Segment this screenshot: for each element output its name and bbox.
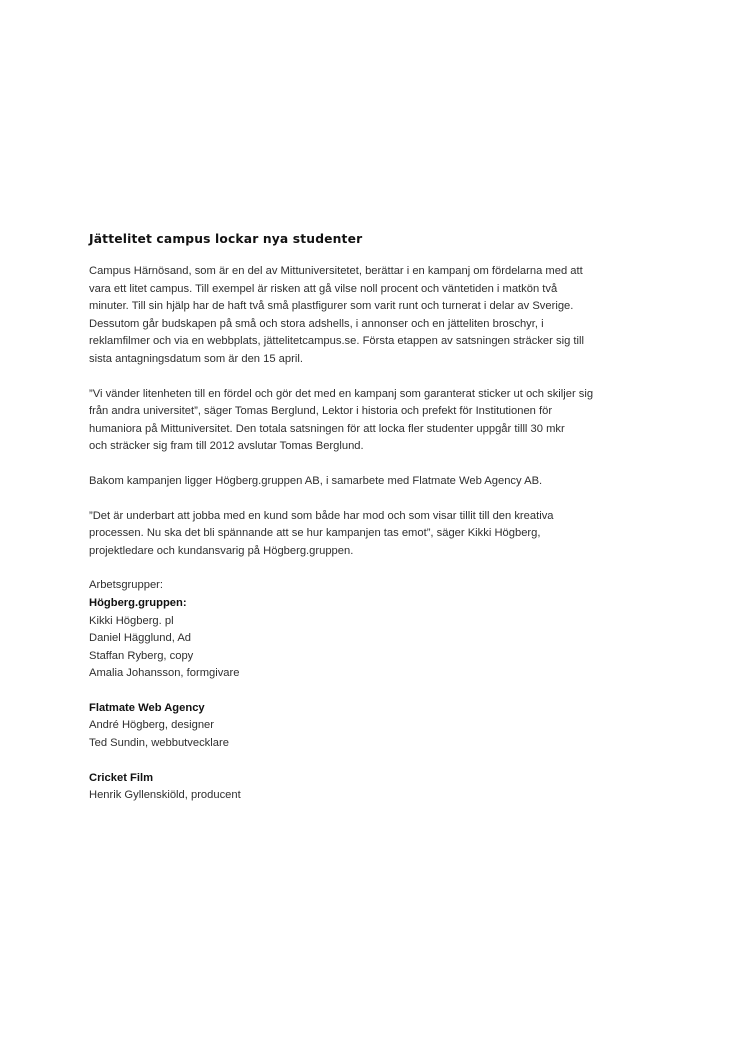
text-line: sista antagningsdatum som är den 15 april. bbox=[89, 352, 303, 365]
paragraph-quote-hogberg bbox=[89, 508, 674, 561]
paragraph-intro bbox=[89, 263, 674, 369]
text-line: humaniora på Mittuniversitet. Den totala satsningen för att locka fler studenter uppgår tilll 30 mkr bbox=[89, 422, 565, 435]
group-member: Henrik Gyllenskiöld, producent bbox=[89, 789, 241, 802]
article-headline: Jättelitet campus lockar nya studenter bbox=[89, 232, 363, 246]
paragraph-quote-berglund bbox=[89, 386, 674, 456]
group-member: Ted Sundin, webbutvecklare bbox=[89, 737, 229, 750]
credits-group-flatmate bbox=[89, 700, 674, 753]
text-line: och sträcker sig fram till 2012 avslutar Tomas Berglund. bbox=[89, 440, 364, 453]
credits-group-cricket bbox=[89, 770, 674, 805]
text-line: ”Vi vänder litenheten till en fördel och gör det med en kampanj som garanterat sticker ut och skiljer sig bbox=[89, 387, 594, 400]
group-title: Cricket Film bbox=[89, 771, 154, 784]
text-line: från andra universitet”, säger Tomas Berglund, Lektor i historia och prefekt för Institutionen för bbox=[89, 405, 553, 418]
paragraph-agencies bbox=[89, 473, 674, 491]
credits-group-hogberg bbox=[89, 577, 674, 683]
text-line: minuter. Till sin hjälp har de haft två små plastfigurer som varit runt och turnerat i delar av Sverige. bbox=[89, 300, 574, 313]
group-title: Högberg.gruppen: bbox=[89, 596, 187, 609]
group-member: Staffan Ryberg, copy bbox=[89, 649, 194, 662]
text-line: Dessutom går budskapen på små och stora adshells, i annonser och en jätteliten broschyr, i bbox=[89, 317, 544, 330]
group-title: Flatmate Web Agency bbox=[89, 701, 205, 714]
group-member: Kikki Högberg. pl bbox=[89, 614, 174, 627]
group-member: Amalia Johansson, formgivare bbox=[89, 667, 240, 680]
text-line: projektledare och kundansvarig på Högberg.gruppen. bbox=[89, 544, 354, 557]
text-line: Bakom kampanjen ligger Högberg.gruppen AB, i samarbete med Flatmate Web Agency AB. bbox=[89, 474, 543, 487]
text-line: ”Det är underbart att jobba med en kund som både har mod och som visar tillit till den kreativa bbox=[89, 509, 554, 522]
text-line: vara ett litet campus. Till exempel är risken att gå vilse noll procent och väntetiden i matkön två bbox=[89, 282, 558, 295]
group-member: André Högberg, designer bbox=[89, 719, 215, 732]
text-line: Campus Härnösand, som är en del av Mittuniversitetet, berättar i en kampanj om fördelarna med att bbox=[89, 265, 583, 277]
article-body bbox=[89, 231, 674, 822]
text-line: processen. Nu ska det bli spännande att se hur kampanjen tas emot”, säger Kikki Högberg, bbox=[89, 527, 541, 540]
credits-label: Arbetsgrupper: bbox=[89, 579, 164, 592]
group-member: Daniel Hägglund, Ad bbox=[89, 632, 192, 645]
text-line: reklamfilmer och via en webbplats, jättelitetcampus.se. Första etappen av satsningen sträcker sig till bbox=[89, 335, 584, 348]
